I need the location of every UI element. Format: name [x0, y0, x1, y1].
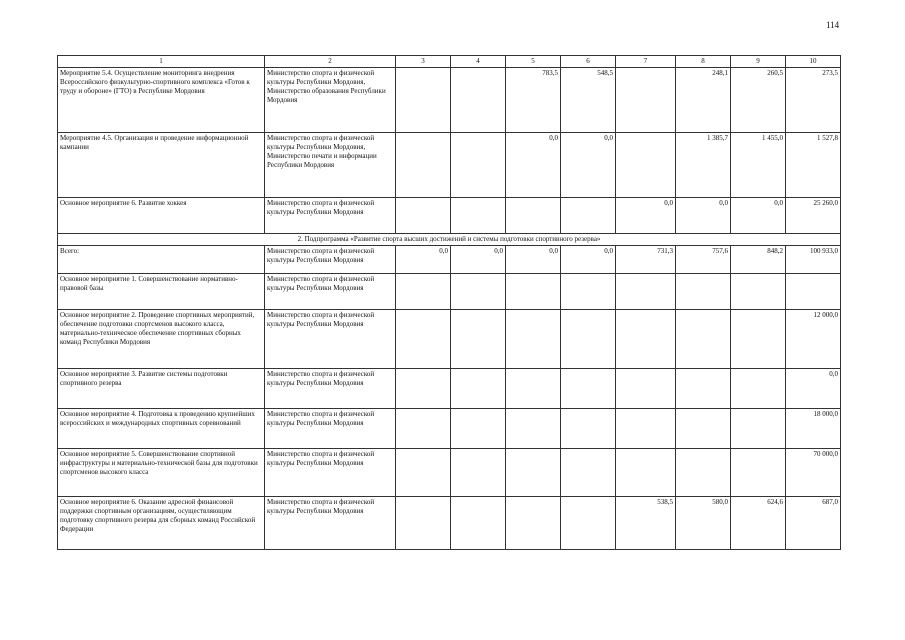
value-cell — [561, 409, 616, 449]
value-cell — [561, 369, 616, 409]
column-header: 3 — [396, 56, 451, 68]
value-cell — [506, 198, 561, 234]
executor-cell: Министерство спорта и физической культуры Республики Мордовия — [265, 198, 396, 234]
value-cell: 624,6 — [731, 497, 786, 550]
value-cell: 538,5 — [616, 497, 676, 550]
activity-cell: Мероприятие 5.4. Осуществление мониторинга внедрения Всероссийского физкультурно-спортивного комплекса «Готов к труду и обороне» (ГТО) в Республике Мордовия — [58, 68, 265, 133]
table-row — [58, 369, 841, 409]
activity-cell: Основное мероприятие 6. Оказание адресной финансовой поддержки спортивным организациям, осуществляющим подготовку спортивного резерва для сборных команд Российской Федерации — [58, 497, 265, 550]
value-cell: 25 260,0 — [786, 198, 841, 234]
value-cell: 783,5 — [506, 68, 561, 133]
column-header: 6 — [561, 56, 616, 68]
activity-cell: Основное мероприятие 5. Совершенствование спортивной инфраструктуры и материально-технической базы для подготовки спортсменов высокого класса — [58, 449, 265, 497]
value-cell — [451, 449, 506, 497]
value-cell: 0,0 — [451, 246, 506, 274]
value-cell: 0,0 — [506, 246, 561, 274]
executor-cell: Министерство спорта и физической культуры Республики Мордовия — [265, 310, 396, 369]
value-cell — [396, 274, 451, 310]
value-cell — [561, 198, 616, 234]
value-cell — [396, 369, 451, 409]
budget-table — [57, 55, 841, 550]
value-cell: 70 000,0 — [786, 449, 841, 497]
value-cell — [396, 310, 451, 369]
executor-cell: Министерство спорта и физической культуры Республики Мордовия, Министерство печати и информации Республики Мордовия — [265, 133, 396, 198]
value-cell — [676, 274, 731, 310]
activity-cell: Основное мероприятие 1. Совершенствование нормативно-правовой базы — [58, 274, 265, 310]
value-cell — [451, 369, 506, 409]
value-cell: 0,0 — [731, 198, 786, 234]
value-cell — [616, 274, 676, 310]
value-cell — [676, 449, 731, 497]
executor-cell: Министерство спорта и физической культуры Республики Мордовия — [265, 497, 396, 550]
executor-cell: Министерство спорта и физической культуры Республики Мордовия — [265, 409, 396, 449]
activity-cell: Основное мероприятие 3. Развитие системы подготовки спортивного резерва — [58, 369, 265, 409]
value-cell — [616, 133, 676, 198]
value-cell: 1 455,0 — [731, 133, 786, 198]
subprogram-title: 2. Подпрограмма «Развитие спорта высших достижений и системы подготовки спортивного резерва» — [58, 234, 841, 246]
value-cell — [561, 310, 616, 369]
value-cell — [451, 409, 506, 449]
header-row — [58, 56, 841, 68]
value-cell — [506, 310, 561, 369]
value-cell — [786, 274, 841, 310]
table-row — [58, 198, 841, 234]
value-cell — [396, 198, 451, 234]
value-cell — [506, 497, 561, 550]
column-header: 5 — [506, 56, 561, 68]
value-cell — [616, 369, 676, 409]
value-cell — [506, 449, 561, 497]
value-cell — [616, 409, 676, 449]
value-cell — [451, 133, 506, 198]
value-cell: 0,0 — [561, 133, 616, 198]
activity-cell: Всего: — [58, 246, 265, 274]
activity-cell: Основное мероприятие 4. Подготовка к проведению крупнейших всероссийских и международных спортивных соревнований — [58, 409, 265, 449]
value-cell — [561, 449, 616, 497]
value-cell — [676, 310, 731, 369]
value-cell: 548,5 — [561, 68, 616, 133]
value-cell — [676, 369, 731, 409]
table-row — [58, 68, 841, 133]
value-cell — [731, 409, 786, 449]
value-cell: 12 000,0 — [786, 310, 841, 369]
activity-cell: Основное мероприятие 6. Развитие хоккея — [58, 198, 265, 234]
value-cell — [396, 409, 451, 449]
value-cell: 273,5 — [786, 68, 841, 133]
value-cell: 1 527,8 — [786, 133, 841, 198]
table-row — [58, 449, 841, 497]
value-cell — [506, 274, 561, 310]
page-number: 114 — [826, 20, 840, 30]
executor-cell: Министерство спорта и физической культуры Республики Мордовия — [265, 246, 396, 274]
value-cell — [396, 449, 451, 497]
value-cell — [451, 198, 506, 234]
value-cell — [451, 68, 506, 133]
value-cell: 731,3 — [616, 246, 676, 274]
column-header: 2 — [265, 56, 396, 68]
column-header: 4 — [451, 56, 506, 68]
value-cell — [731, 310, 786, 369]
value-cell — [616, 68, 676, 133]
value-cell: 0,0 — [676, 198, 731, 234]
value-cell: 248,1 — [676, 68, 731, 133]
value-cell: 0,0 — [786, 369, 841, 409]
value-cell — [396, 133, 451, 198]
executor-cell: Министерство спорта и физической культуры Республики Мордовия — [265, 369, 396, 409]
value-cell — [506, 369, 561, 409]
table-row — [58, 409, 841, 449]
value-cell — [396, 497, 451, 550]
value-cell — [451, 310, 506, 369]
column-header: 10 — [786, 56, 841, 68]
value-cell — [676, 409, 731, 449]
value-cell: 100 933,0 — [786, 246, 841, 274]
value-cell — [616, 449, 676, 497]
activity-cell: Мероприятие 4.5. Организация и проведение информационной кампании — [58, 133, 265, 198]
value-cell — [396, 68, 451, 133]
executor-cell: Министерство спорта и физической культуры Республики Мордовия, Министерство образования Республики Мордовия — [265, 68, 396, 133]
value-cell: 848,2 — [731, 246, 786, 274]
activity-cell: Основное мероприятие 2. Проведение спортивных мероприятий, обеспечение подготовки спортсменов высокого класса, материально-техническое обеспечение спортивных сборных команд Республики Мордовия — [58, 310, 265, 369]
executor-cell: Министерство спорта и физической культуры Республики Мордовия — [265, 274, 396, 310]
value-cell — [451, 497, 506, 550]
subprogram-row — [58, 234, 841, 246]
value-cell: 0,0 — [561, 246, 616, 274]
column-header: 1 — [58, 56, 265, 68]
value-cell: 580,0 — [676, 497, 731, 550]
value-cell: 757,6 — [676, 246, 731, 274]
table-row — [58, 274, 841, 310]
value-cell: 687,0 — [786, 497, 841, 550]
value-cell — [731, 369, 786, 409]
value-cell: 1 385,7 — [676, 133, 731, 198]
value-cell — [451, 274, 506, 310]
table-row — [58, 497, 841, 550]
value-cell — [731, 449, 786, 497]
value-cell — [506, 409, 561, 449]
value-cell — [731, 274, 786, 310]
table-row — [58, 133, 841, 198]
executor-cell: Министерство спорта и физической культуры Республики Мордовия — [265, 449, 396, 497]
column-header: 9 — [731, 56, 786, 68]
value-cell: 18 000,0 — [786, 409, 841, 449]
table-row — [58, 310, 841, 369]
value-cell — [616, 310, 676, 369]
value-cell: 0,0 — [616, 198, 676, 234]
table-row — [58, 246, 841, 274]
value-cell: 0,0 — [396, 246, 451, 274]
value-cell: 0,0 — [506, 133, 561, 198]
value-cell — [561, 274, 616, 310]
value-cell: 260,5 — [731, 68, 786, 133]
column-header: 8 — [676, 56, 731, 68]
column-header: 7 — [616, 56, 676, 68]
value-cell — [561, 497, 616, 550]
